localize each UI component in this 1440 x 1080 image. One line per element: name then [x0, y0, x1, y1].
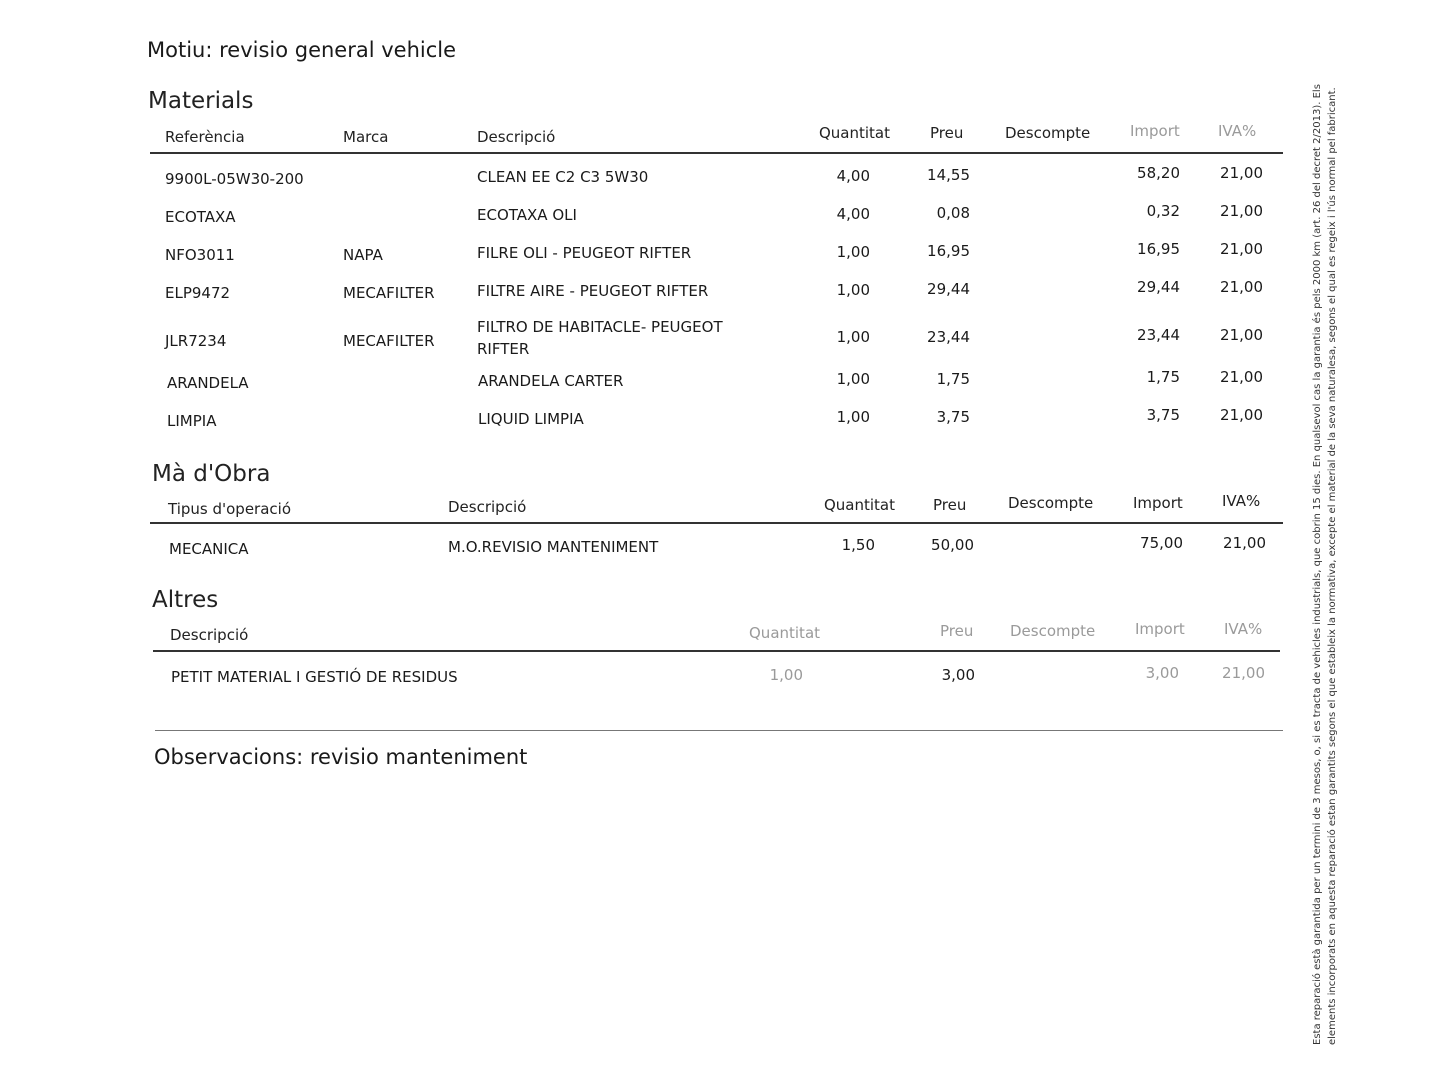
cell-marca: MECAFILTER: [343, 332, 435, 350]
header-descompte: Descompte: [1010, 622, 1096, 640]
table-row: [150, 200, 1283, 238]
cell-marca: MECAFILTER: [343, 284, 435, 302]
table-row: [150, 370, 1283, 408]
header-tipus: Tipus d'operació: [168, 500, 292, 518]
header-marca: Marca: [343, 128, 389, 146]
cell-iva: 21,00: [1220, 240, 1263, 258]
cell-desc: ARANDELA CARTER: [478, 372, 624, 390]
cell-import: 3,75: [1146, 406, 1180, 424]
cell-ref: JLR7234: [165, 332, 227, 350]
cell-tipus: MECANICA: [169, 540, 249, 558]
cell-qty: 1,00: [836, 408, 870, 426]
ma-obra-header-row: [150, 494, 1283, 524]
motiu-line: Motiu: revisio general vehicle: [147, 38, 457, 62]
header-descompte: Descompte: [1008, 494, 1094, 512]
cell-qty: 1,00: [836, 370, 870, 388]
altres-rows: [153, 660, 1280, 698]
section-divider: [155, 730, 1283, 731]
cell-qty: 1,00: [836, 243, 870, 261]
header-iva: IVA%: [1224, 620, 1263, 638]
cell-ref: LIMPIA: [167, 412, 217, 430]
cell-preu: 1,75: [936, 370, 970, 388]
ma-obra-title: Mà d'Obra: [152, 461, 271, 487]
ma-obra-rows: [150, 532, 1283, 570]
cell-desc: FILRE OLI - PEUGEOT RIFTER: [477, 244, 692, 262]
table-row: [150, 532, 1283, 570]
cell-desc: CLEAN EE C2 C3 5W30: [477, 168, 649, 186]
cell-import: 75,00: [1140, 534, 1183, 552]
header-iva: IVA%: [1218, 122, 1257, 140]
cell-preu: 29,44: [927, 280, 970, 298]
cell-ref: ELP9472: [165, 284, 231, 302]
altres-table: [153, 622, 1280, 698]
cell-qty: 1,00: [769, 666, 803, 684]
cell-preu: 3,75: [936, 408, 970, 426]
table-row: [150, 314, 1283, 370]
header-quantitat: Quantitat: [823, 496, 895, 514]
cell-ref: NFO3011: [165, 246, 235, 264]
header-descompte: Descompte: [1005, 124, 1091, 142]
cell-desc-line2: RIFTER: [477, 340, 530, 358]
header-preu: Preu: [933, 496, 967, 514]
header-import: Import: [1130, 122, 1180, 140]
ma-obra-table: [150, 494, 1283, 570]
header-descripcio: Descripció: [448, 498, 527, 516]
header-quantitat: Quantitat: [818, 124, 890, 142]
cell-iva: 21,00: [1220, 278, 1263, 296]
cell-qty: 4,00: [836, 205, 870, 223]
cell-desc: ECOTAXA OLI: [477, 206, 577, 224]
cell-import: 58,20: [1137, 164, 1180, 182]
cell-iva: 21,00: [1220, 406, 1263, 424]
cell-iva: 21,00: [1220, 202, 1263, 220]
header-import: Import: [1135, 620, 1185, 638]
cell-qty: 1,00: [836, 281, 870, 299]
cell-desc: FILTRO DE HABITACLE- PEUGEOT: [477, 318, 723, 336]
cell-preu: 14,55: [927, 166, 970, 184]
cell-ref: ARANDELA: [167, 374, 249, 392]
header-import: Import: [1133, 494, 1183, 512]
cell-preu: 50,00: [931, 536, 974, 554]
cell-preu: 3,00: [941, 666, 975, 684]
materials-rows: [150, 162, 1283, 446]
cell-desc: PETIT MATERIAL I GESTIÓ DE RESIDUS: [171, 668, 458, 686]
cell-iva: 21,00: [1223, 534, 1266, 552]
altres-title: Altres: [152, 587, 219, 613]
cell-preu: 23,44: [927, 328, 970, 346]
cell-qty: 1,00: [836, 328, 870, 346]
cell-import: 1,75: [1146, 368, 1180, 386]
cell-qty: 1,50: [841, 536, 875, 554]
table-row: [150, 276, 1283, 314]
cell-import: 23,44: [1137, 326, 1180, 344]
altres-header-row: [153, 622, 1280, 652]
table-row: [150, 238, 1283, 276]
observacions-line: Observacions: revisio manteniment: [154, 745, 528, 769]
header-quantitat: Quantitat: [749, 624, 821, 642]
table-row: [153, 660, 1280, 698]
materials-header-row: [150, 124, 1283, 154]
header-referencia: Referència: [165, 128, 245, 146]
cell-ref: ECOTAXA: [165, 208, 236, 226]
cell-iva: 21,00: [1220, 368, 1263, 386]
cell-iva: 21,00: [1220, 326, 1263, 344]
header-preu: Preu: [930, 124, 964, 142]
cell-iva: 21,00: [1220, 164, 1263, 182]
cell-import: 16,95: [1137, 240, 1180, 258]
cell-preu: 0,08: [936, 204, 970, 222]
header-descripcio: Descripció: [170, 626, 249, 644]
cell-preu: 16,95: [927, 242, 970, 260]
header-preu: Preu: [940, 622, 974, 640]
cell-ref: 9900L-05W30-200: [165, 170, 304, 188]
cell-desc: FILTRE AIRE - PEUGEOT RIFTER: [477, 282, 709, 300]
warranty-side-note: Esta reparació està garantida per un termini de 3 mesos, o, si es tracta de vehicles industrials, que cobrin 15 dies. En qualsevol cas la garantia és pels 2000 km (art. 26 del decret 2/2013). Els elements incorporats en aquesta reparació estan garantits segons el que estableix la normativa, excepte el material de la seva naturalesa, segons el qual es regeix i l'ús normal pel fabricant.: [1312, 84, 1338, 1045]
table-row: [150, 162, 1283, 200]
cell-desc: M.O.REVISIO MANTENIMENT: [448, 538, 659, 556]
cell-iva: 21,00: [1222, 664, 1265, 682]
header-iva: IVA%: [1222, 492, 1261, 510]
materials-table: [150, 124, 1283, 446]
cell-import: 3,00: [1145, 664, 1179, 682]
cell-import: 0,32: [1146, 202, 1180, 220]
cell-marca: NAPA: [343, 246, 383, 264]
cell-import: 29,44: [1137, 278, 1180, 296]
table-row: [150, 408, 1283, 446]
materials-title: Materials: [148, 88, 254, 114]
header-descripcio: Descripció: [477, 128, 556, 146]
cell-desc: LIQUID LIMPIA: [478, 410, 584, 428]
cell-qty: 4,00: [836, 167, 870, 185]
